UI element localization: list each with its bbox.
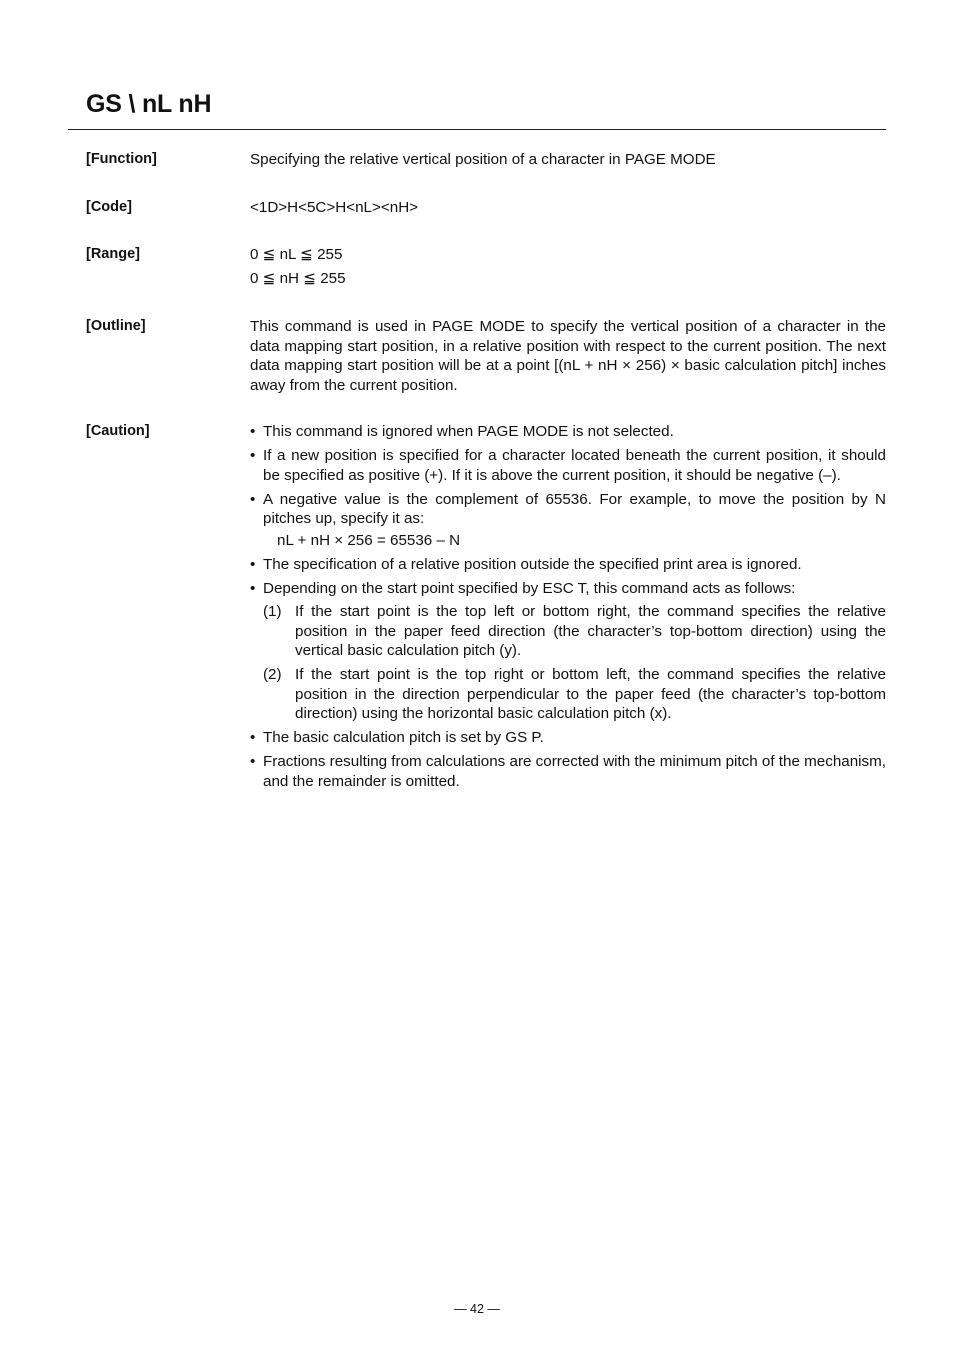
page-title: GS \ nL nH xyxy=(86,90,212,118)
range-values xyxy=(250,245,886,288)
caution-item xyxy=(250,490,886,551)
caution-label: [Caution] xyxy=(86,423,150,439)
caution-item xyxy=(250,728,886,748)
caution-item xyxy=(250,446,886,485)
caution-item-text: A negative value is the complement of 65536. For example, to move the position by N pitches up, specify it as: xyxy=(263,490,886,527)
sub-item xyxy=(250,602,886,661)
bullet-icon: • xyxy=(250,447,256,464)
sub-item-text: If the start point is the top left or bottom right, the command specifies the relative position in the paper feed direction (the character’s top-bottom direction) using the vertical basic calculation pitch (y). xyxy=(295,603,886,659)
code-text: <1D>H<5C>H<nL><nH> xyxy=(250,199,419,216)
caution-item-text: If a new position is specified for a character located beneath the current position, it should be specified as positive (+). If it is above the current position, it should be negative (–). xyxy=(263,447,886,484)
caution-item xyxy=(250,579,886,599)
caution-item xyxy=(250,555,886,575)
caution-item xyxy=(250,422,886,442)
outline-label: [Outline] xyxy=(86,318,146,334)
caution-item xyxy=(250,752,886,791)
page-number: — 42 — xyxy=(454,1302,500,1316)
sub-item-text: If the start point is the top right or bottom left, the command specifies the relative position in the direction perpendicular to the paper feed (the character’s top-bottom direction) using the horizontal basic calculation pitch (x). xyxy=(295,666,886,722)
range-line: 0 ≦ nH ≦ 255 xyxy=(250,269,346,287)
code-label: [Code] xyxy=(86,199,132,215)
caution-list xyxy=(250,422,886,796)
outline-text: This command is used in PAGE MODE to specify the vertical position of a character in the data mapping start position, in a relative position with respect to the current position. The next data mapping start position will be at a point [(nL + nH × 256) × basic calculation pitch] inches away from the current position. xyxy=(250,318,886,394)
bullet-icon: • xyxy=(250,490,256,508)
caution-item-text: The basic calculation pitch is set by GS P. xyxy=(263,729,544,746)
caution-item-text: This command is ignored when PAGE MODE is not selected. xyxy=(263,423,674,440)
bullet-icon: • xyxy=(250,423,256,440)
bullet-icon: • xyxy=(250,555,256,573)
function-label: [Function] xyxy=(86,151,157,167)
caution-item-text: Depending on the start point specified by ESC T, this command acts as follows: xyxy=(263,579,796,597)
caution-item-text: The specification of a relative position outside the specified print area is ignored. xyxy=(263,555,802,573)
function-text: Specifying the relative vertical position of a character in PAGE MODE xyxy=(250,151,716,168)
bullet-icon: • xyxy=(250,753,256,770)
bullet-icon: • xyxy=(250,579,256,597)
sub-item xyxy=(250,665,886,724)
caution-item-text: Fractions resulting from calculations are corrected with the minimum pitch of the mechanism, and the remainder is omitted. xyxy=(263,753,886,790)
formula: nL + nH × 256 = 65536 – N xyxy=(277,531,461,549)
sub-item-number: (2) xyxy=(263,666,282,683)
range-label: [Range] xyxy=(86,246,140,262)
sub-item-number: (1) xyxy=(263,603,282,620)
bullet-icon: • xyxy=(250,729,256,746)
title-rule xyxy=(68,129,886,130)
range-line: 0 ≦ nL ≦ 255 xyxy=(250,246,343,263)
